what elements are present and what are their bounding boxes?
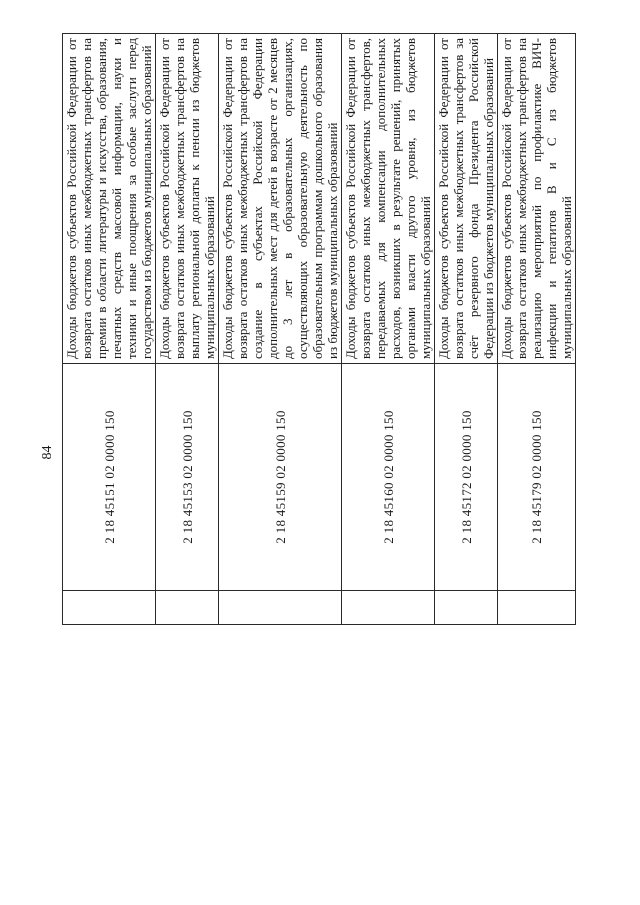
description-cell: Доходы бюджетов субъектов Российской Федерации от возврата остатков иных межбюджетных трансфертов, передаваемых для компенсации дополнительных расходов, возникших в результате решений, принятых органами власти другого уровня, из бюджетов муниципальных образований	[342, 34, 435, 364]
table-row	[63, 34, 156, 625]
table-row	[156, 34, 219, 625]
table-row	[498, 34, 576, 625]
budget-code-cell: 2 18 45172 02 0000 150	[435, 364, 498, 591]
empty-cell	[156, 591, 219, 625]
empty-cell	[219, 591, 342, 625]
budget-code-cell: 2 18 45160 02 0000 150	[342, 364, 435, 591]
empty-cell	[342, 591, 435, 625]
description-cell: Доходы бюджетов субъектов Российской Федерации от возврата остатков иных межбюджетных трансфертов на премии в области литературы и искусства, образования, печатных средств массовой информации, науки и техники и иные поощрения за особые заслуги перед государством из бюджетов муниципальных образований	[63, 34, 156, 364]
page-number: 84	[40, 445, 55, 460]
description-cell: Доходы бюджетов субъектов Российской Федерации от возврата остатков иных межбюджетных трансфертов на выплату региональной доплаты к пенсии из бюджетов муниципальных образований	[156, 34, 219, 364]
empty-cell	[63, 591, 156, 625]
empty-cell	[435, 591, 498, 625]
empty-cell	[498, 591, 576, 625]
budget-code-cell: 2 18 45179 02 0000 150	[498, 364, 576, 591]
table-row	[342, 34, 435, 625]
description-cell: Доходы бюджетов субъектов Российской Федерации от возврата остатков иных межбюджетных трансфертов на создание в субъектах Российской Федерации дополнительных мест для детей в возрасте от 2 месяцев до 3 лет в образовательных организациях, осуществляющих образовательную деятельность по образовательным программам дошкольного образования из бюджетов муниципальных образований	[219, 34, 342, 364]
budget-classification-table	[62, 33, 576, 625]
description-cell: Доходы бюджетов субъектов Российской Федерации от возврата остатков иных межбюджетных трансфертов за счёт резервного фонда Президента Российской Федерации из бюджетов муниципальных образований	[435, 34, 498, 364]
table-row	[219, 34, 342, 625]
budget-code-cell: 2 18 45159 02 0000 150	[219, 364, 342, 591]
budget-code-cell: 2 18 45153 02 0000 150	[156, 364, 219, 591]
table-row	[435, 34, 498, 625]
description-cell: Доходы бюджетов субъектов Российской Федерации от возврата остатков иных межбюджетных трансфертов на реализацию мероприятий по профилактике ВИЧ-инфекции и гепатитов B и C из бюджетов муниципальных образований	[498, 34, 576, 364]
budget-code-cell: 2 18 45151 02 0000 150	[63, 364, 156, 591]
